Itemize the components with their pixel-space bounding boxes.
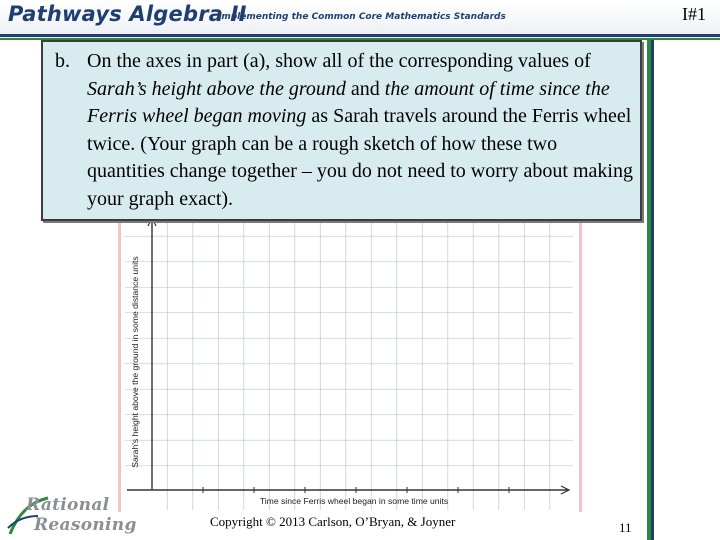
logo-line-2: Reasoning bbox=[34, 515, 137, 535]
x-axis-label: Time since Ferris wheel began in some time units bbox=[259, 496, 449, 506]
prompt-segment: and bbox=[345, 77, 385, 100]
header-banner bbox=[0, 0, 720, 38]
course-title: Pathways Algebra II bbox=[8, 2, 247, 26]
copyright-text: Copyright © 2013 Carlson, O’Bryan, & Joyner bbox=[210, 514, 456, 529]
prompt-part-letter: b. bbox=[55, 50, 70, 72]
logo-line-1: Rational bbox=[26, 495, 110, 515]
axes bbox=[127, 218, 569, 494]
slide-id: I#1 bbox=[682, 4, 706, 24]
grid-lines bbox=[125, 216, 573, 510]
prompt-segment: as Sarah travels around the Ferris wheel twice. (Your graph can be a rough sketch of how these two quantities change together – you do not need to worry about making your graph exact). bbox=[87, 105, 633, 210]
prompt-segment: Sarah’s height above the ground bbox=[87, 77, 346, 100]
page-number: 11 bbox=[619, 520, 632, 535]
prompt-text bbox=[87, 48, 639, 213]
prompt-segment: the amount of time since the Ferris wheel began moving bbox=[87, 77, 610, 127]
course-subtitle: Implementing the Common Core Mathematics Standards bbox=[218, 12, 506, 22]
graph-grid bbox=[121, 212, 579, 512]
prompt-segment: On the axes in part (a), show all of the corresponding values of bbox=[87, 50, 591, 72]
header-rule-blue bbox=[0, 34, 720, 37]
prompt-box bbox=[41, 40, 642, 221]
y-axis-label: Sarah's height above the ground in some distance units bbox=[130, 256, 140, 468]
right-border-blue bbox=[651, 40, 654, 540]
rational-reasoning-logo bbox=[4, 494, 137, 538]
graph-panel bbox=[118, 212, 582, 512]
